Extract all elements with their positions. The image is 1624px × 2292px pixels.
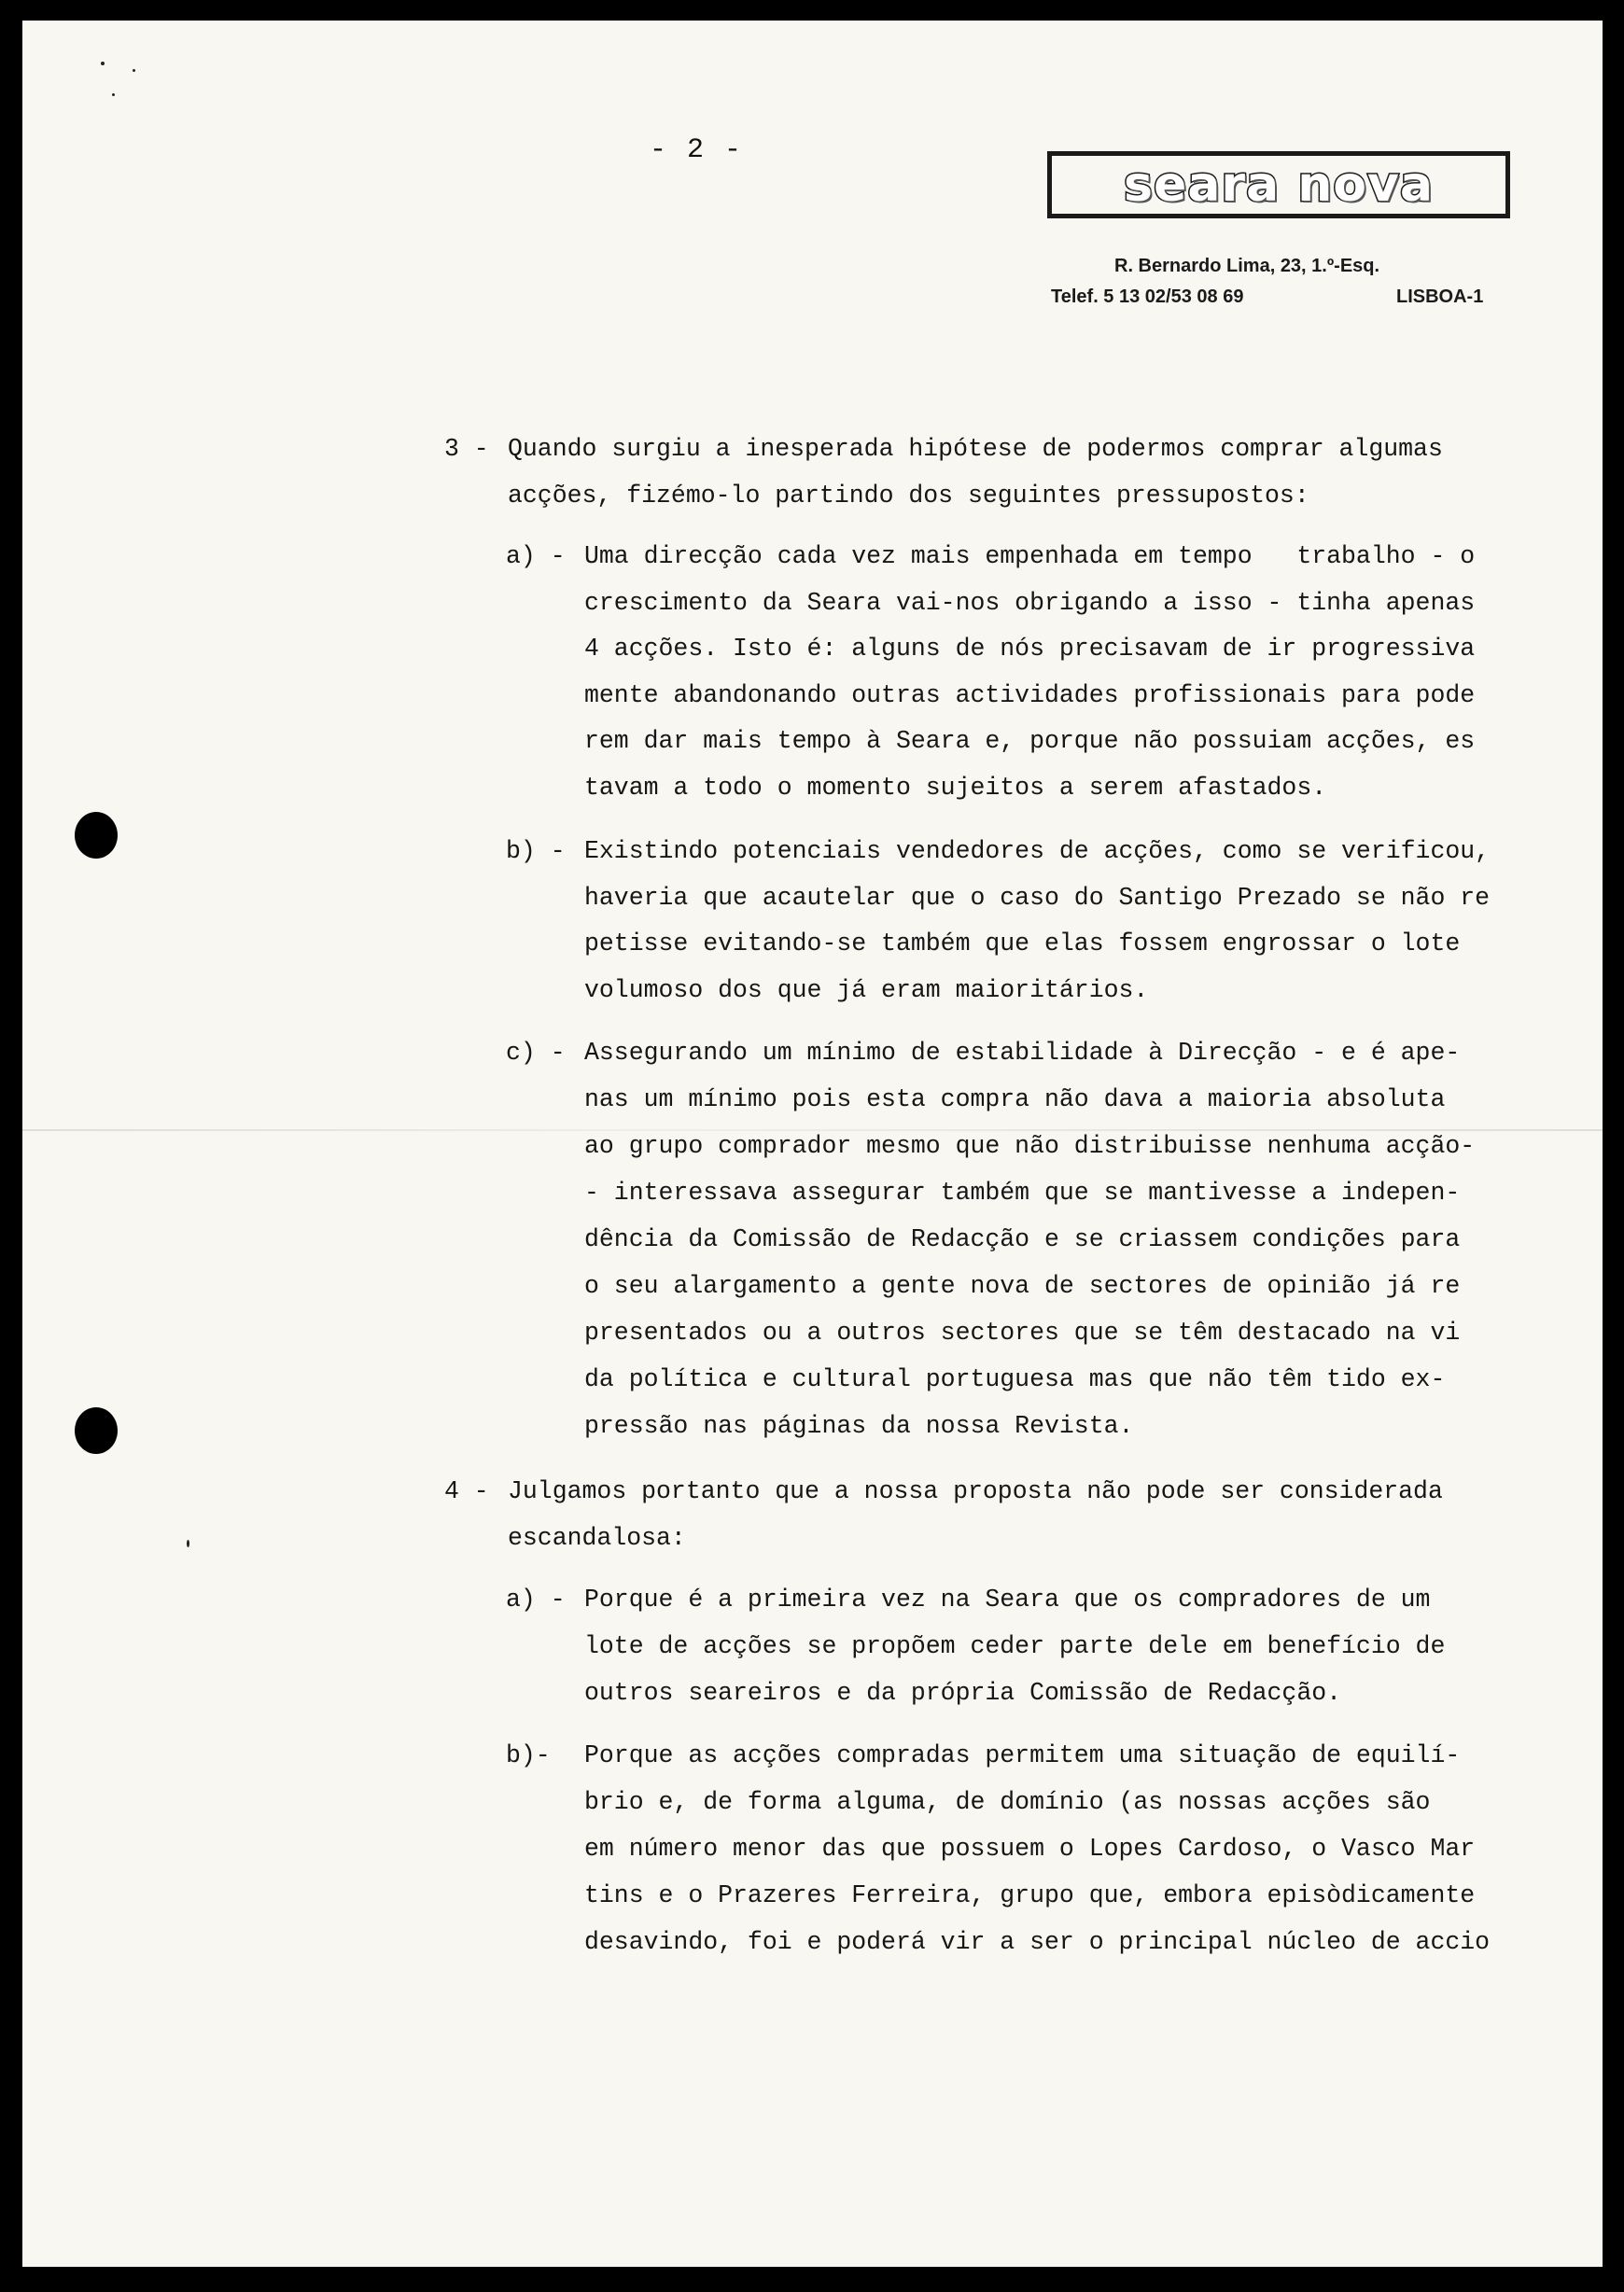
- section-intro-line: Quando surgiu a inesperada hipótese de podermos comprar algumas: [508, 435, 1443, 463]
- item-line: da política e cultural portuguesa mas que não têm tido ex-: [584, 1365, 1446, 1393]
- section-intro-line: escandalosa:: [508, 1524, 686, 1552]
- document-page: [22, 21, 1603, 2267]
- section-intro-line: Julgamos portanto que a nossa proposta não pode ser considerada: [508, 1477, 1443, 1505]
- item-label: b) -: [506, 837, 566, 865]
- item-label: a) -: [506, 542, 566, 570]
- item-line: rem dar mais tempo à Seara e, porque não possuiam acções, es: [584, 727, 1476, 755]
- item-line: Uma direcção cada vez mais empenhada em tempo trabalho - o: [584, 542, 1476, 570]
- logo-wordmark: seara nova: [1124, 157, 1434, 213]
- item-line: Porque é a primeira vez na Seara que os compradores de um: [584, 1586, 1431, 1614]
- item-line: tins e o Prazeres Ferreira, grupo que, embora episòdicamente: [584, 1881, 1476, 1909]
- item-line: tavam a todo o momento sujeitos a serem afastados.: [584, 774, 1327, 802]
- item-line: brio e, de forma alguma, de domínio (as nossas acções são: [584, 1788, 1431, 1816]
- item-line: Porque as acções compradas permitem uma situação de equilí-: [584, 1741, 1461, 1769]
- section-intro-line: acções, fizémo-lo partindo dos seguintes pressupostos:: [508, 482, 1309, 510]
- letterhead-address: R. Bernardo Lima, 23, 1.º-Esq.: [1114, 256, 1380, 276]
- item-line: dência da Comissão de Redacção e se criassem condições para: [584, 1225, 1461, 1253]
- letterhead-city: LISBOA-1: [1396, 286, 1484, 307]
- item-line: ao grupo comprador mesmo que não distribuisse nenhuma acção-: [584, 1132, 1476, 1160]
- item-label: b)-: [506, 1741, 551, 1769]
- item-line: desavindo, foi e poderá vir a ser o principal núcleo de accio: [584, 1928, 1491, 1956]
- item-label: c) -: [506, 1039, 566, 1067]
- item-line: nas um mínimo pois esta compra não dava a maioria absoluta: [584, 1085, 1446, 1113]
- item-line: mente abandonando outras actividades profissionais para pode: [584, 681, 1476, 709]
- item-line: pressão nas páginas da nossa Revista.: [584, 1412, 1134, 1440]
- item-label: a) -: [506, 1586, 566, 1614]
- item-line: petisse evitando-se também que elas fossem engrossar o lote: [584, 929, 1461, 957]
- page-number: - 2 -: [650, 134, 744, 166]
- item-line: presentados ou a outros sectores que se têm destacado na vi: [584, 1319, 1461, 1347]
- item-line: outros seareiros e da própria Comissão de Redacção.: [584, 1679, 1342, 1707]
- item-line: Existindo potenciais vendedores de acções, como se verificou,: [584, 837, 1491, 865]
- item-line: crescimento da Seara vai-nos obrigando a isso - tinha apenas: [584, 589, 1476, 617]
- item-line: - interessava assegurar também que se mantivesse a indepen-: [584, 1179, 1461, 1207]
- item-line: o seu alargamento a gente nova de sectores de opinião já re: [584, 1272, 1461, 1300]
- item-line: em número menor das que possuem o Lopes Cardoso, o Vasco Mar: [584, 1835, 1476, 1863]
- section-number: 3 -: [444, 435, 489, 463]
- item-line: 4 acções. Isto é: alguns de nós precisavam de ir progressiva: [584, 635, 1476, 663]
- item-line: Assegurando um mínimo de estabilidade à Direcção - e é ape-: [584, 1039, 1461, 1067]
- item-line: volumoso dos que já eram maioritários.: [584, 976, 1149, 1004]
- letter-body: [22, 21, 1603, 2267]
- letterhead-phone: Telef. 5 13 02/53 08 69: [1051, 286, 1244, 307]
- section-number: 4 -: [444, 1477, 489, 1505]
- item-line: lote de acções se propõem ceder parte dele em benefício de: [584, 1632, 1446, 1660]
- item-line: haveria que acautelar que o caso do Santigo Prezado se não re: [584, 884, 1491, 912]
